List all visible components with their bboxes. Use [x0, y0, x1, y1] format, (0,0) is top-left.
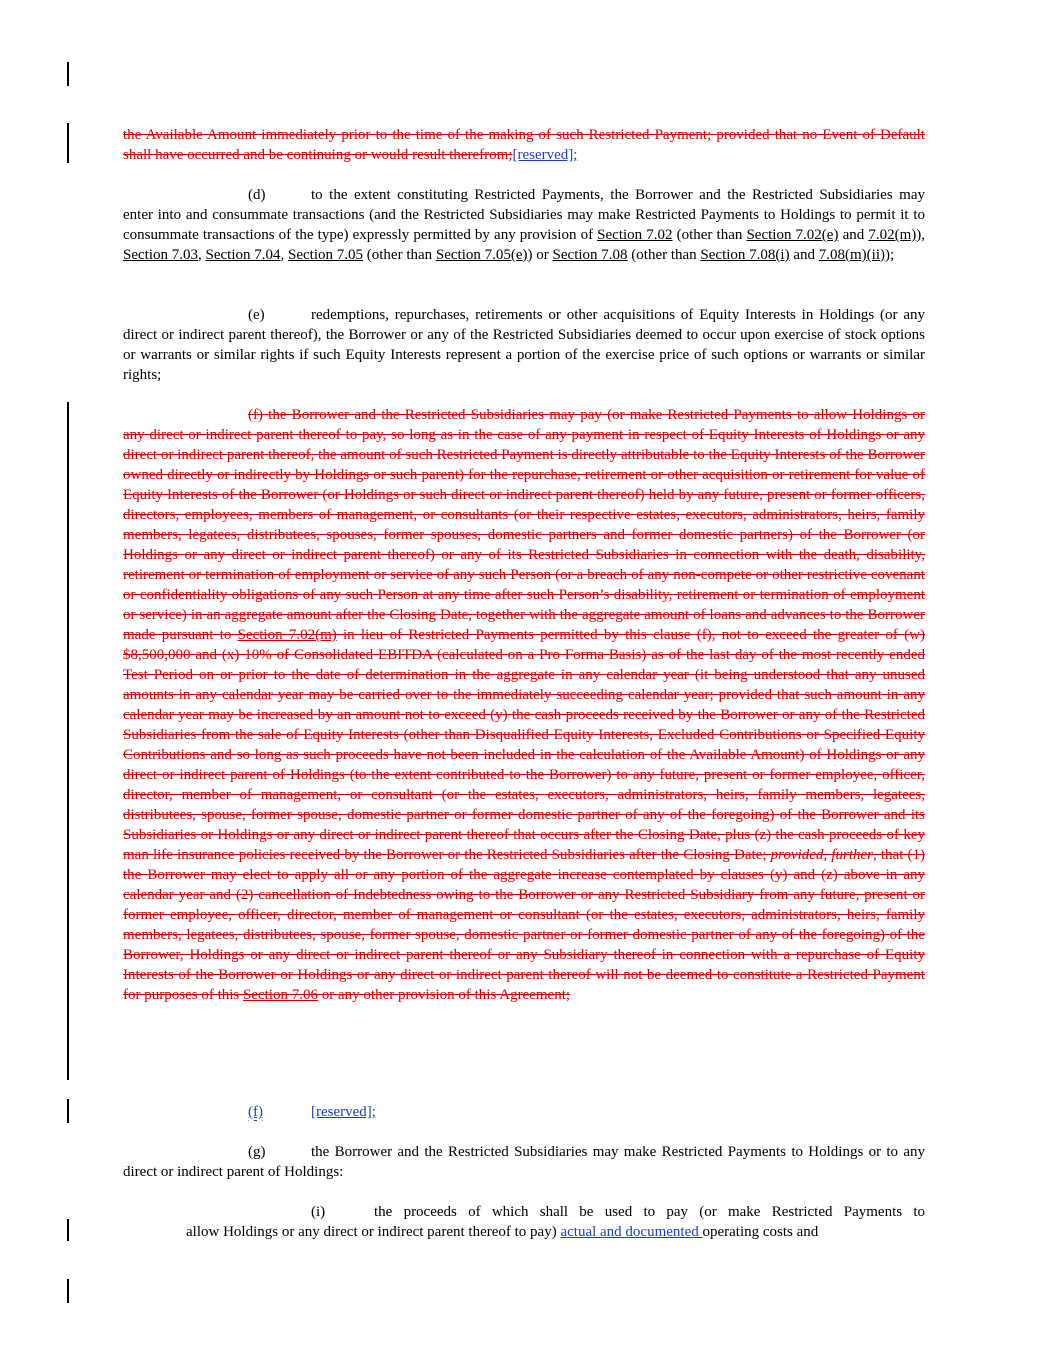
deleted-text: the Available Amount immediately prior to the time of the making of such Restricted Payment; provided that no Event of Default shall have occurred and be continuing or would result therefrom;	[123, 127, 925, 163]
clause-label-inserted: (f)	[248, 1104, 263, 1120]
clause-text: (other than	[672, 227, 747, 243]
clause-text: ,	[280, 247, 288, 263]
clause-text: (other than	[363, 247, 436, 263]
deleted-text: in lieu of Restricted Payments permitted by this clause (f), not to exceed the greater of (w) $8,500,000 and (x) 10% of Consolidated EBITDA (calculated on a Pro Forma Basis) as of the last day of the most recently ended Test Period on or prior to the date of determination in the aggregate in any calendar year (it being understood that any unused amounts in any calendar year may be carried over to the immediately succeeding calendar year; provided that such amount in any calendar year may be increased by an amount not to exceed (y) the cash proceeds received by the Borrower or any of the Restricted Subsidiaries from the sale of Equity Interests (other than Disqualified Equity Interests, Excluded Contributions or Specified Equity Contributions and so long as such proceeds have not been included in the calculation of the Available Amount) of Holdings or any direct or indirect parent of Holdings (to the extent contributed to the Borrower) to any future, present or former employee, officer, director, member of management, or consultant (or the estates, executors, administrators, heirs, family members, legatees, distributees, spouse, former spouse, domestic partner or former domestic partner of any of the foregoing) of the Borrower and its Subsidiaries or Holdings or any direct or indirect parent thereof that occurs after the Closing Date, plus (z) the cash proceeds of key man life insurance policies received by the Borrower or the Restricted Subsidiaries after the Closing Date;	[123, 627, 926, 863]
change-bar	[67, 402, 69, 1080]
inserted-text: [reserved];	[311, 1104, 376, 1120]
clause-text: (other than	[627, 247, 701, 263]
section-reference: Section 7.02	[597, 227, 673, 243]
paragraph-e	[123, 305, 925, 385]
section-reference: Section 7.04	[205, 247, 281, 263]
section-reference: Section 7.02(e)	[746, 227, 839, 243]
clause-text: allow Holdings or any direct or indirect parent thereof to pay)	[186, 1224, 561, 1240]
section-reference: Section 7.05	[288, 247, 363, 263]
section-reference: Section 7.05(e)	[435, 247, 528, 263]
clause-text: and	[789, 247, 819, 263]
clause-label: (g)	[248, 1144, 266, 1160]
section-reference: Section 7.08	[552, 247, 628, 263]
change-bar	[67, 123, 69, 163]
clause-label: (d)	[248, 187, 266, 203]
paragraph-c-tail	[123, 125, 925, 165]
inserted-text: actual and documented	[560, 1224, 703, 1240]
change-bar	[67, 1099, 69, 1123]
deleted-text: (f) the Borrower and the Restricted Subsidiaries may pay (or make Restricted Payments to allow Holdings or any direct or indirect parent thereof to pay, so long as in the case of any payment in respect of Equity Interests of Holdings or any direct or indirect parent thereof, the amount of such Restricted Payment is directly attributable to the Equity Interests of the Borrower owned directly or indirectly by Holdings or such parent) for the repurchase, retirement or other acquisition or retirement for value of Equity Interests of the Borrower (or Holdings or such direct or indirect parent thereof) held by any future, present or former officers, directors, employees, members of management, or consultants (or their respective estates, executors, administrators, heirs, family members, legatees, distributees, spouses, former spouses, domestic partners and former domestic partners) of the Borrower (or Holdings or any direct or indirect parent thereof) or any of its Restricted Subsidiaries in connection with the death, disability, retirement or termination of employment or service of any such Person (or a breach of any non-compete or other restrictive covenant or confidentiality obligations of any such Person at any time after such Person’s disability, retirement or termination of employment or service) in an aggregate amount after the Closing Date, together with the aggregate amount of loans and advances to the Borrower made pursuant to	[123, 407, 925, 643]
clause-text: );	[884, 247, 895, 263]
inserted-text: [reserved];	[512, 147, 578, 163]
clause-text: ,	[198, 247, 206, 263]
clause-text: ),	[916, 227, 925, 243]
clause-text: operating costs and	[702, 1224, 819, 1240]
paragraph-d	[123, 185, 925, 265]
clause-text: the Borrower and the Restricted Subsidiaries may make Restricted Payments to Holdings or to any direct or indirect parent of Holdings:	[123, 1144, 925, 1180]
clause-label: (i)	[311, 1204, 326, 1220]
clause-text: ) or	[527, 247, 553, 263]
paragraph-f-deleted	[123, 405, 925, 1005]
subclause-i-line2	[186, 1222, 925, 1242]
change-bar	[67, 62, 69, 86]
section-reference: Section 7.06	[243, 987, 318, 1003]
change-bar	[67, 1279, 69, 1303]
section-reference: Section 7.03	[123, 247, 198, 263]
deleted-text: or any other provision of this Agreement;	[318, 987, 571, 1003]
change-bar	[67, 1219, 69, 1241]
clause-text: the proceeds of which shall be used to pay (or make Restricted Payments to	[374, 1204, 925, 1220]
deleted-text-italic: provided, further	[770, 847, 873, 863]
deleted-text: , that (1) the Borrower may elect to apply all or any portion of the aggregate increase contemplated by clauses (y) and (z) above in any calendar year and (2) cancellation of Indebtedness owing to the Borrower or any Restricted Subsidiary from any future, present or former employee, officer, director, member of management or consultant (or the estates, executors, administrators, heirs, family members, legatees, distributees, spouse, former spouse, domestic partner or former domestic partner of any of the foregoing) of the Borrower, Holdings or any direct or indirect parent thereof or any Subsidiary thereof in connection with a repurchase of Equity Interests of the Borrower or Holdings or any direct or indirect parent thereof will not be deemed to constitute a Restricted Payment for purposes of this	[123, 847, 926, 1003]
paragraph-g	[123, 1142, 925, 1182]
clause-text: and	[838, 227, 869, 243]
section-reference: 7.02(m)	[868, 227, 917, 243]
clause-text: to the extent constituting Restricted Payments, the Borrower and the Restricted Subsidiaries may enter into and consummate transactions (and the Restricted Subsidiaries may make Restricted Payments to Holdings to permit it to consummate transactions of the type) expressly permitted by any provision of	[123, 187, 925, 243]
clause-text: redemptions, repurchases, retirements or other acquisitions of Equity Interests in Holdings (or any direct or indirect parent thereof), the Borrower or any of the Restricted Subsidiaries deemed to occur upon exercise of stock options or warrants or similar rights if such Equity Interests represent a portion of the exercise price of such options or warrants or similar rights;	[123, 307, 925, 383]
section-reference: 7.08(m)(ii)	[818, 247, 885, 263]
clause-label: (e)	[248, 307, 265, 323]
section-reference: Section 7.02(m)	[237, 627, 337, 643]
section-reference: Section 7.08(i)	[700, 247, 790, 263]
